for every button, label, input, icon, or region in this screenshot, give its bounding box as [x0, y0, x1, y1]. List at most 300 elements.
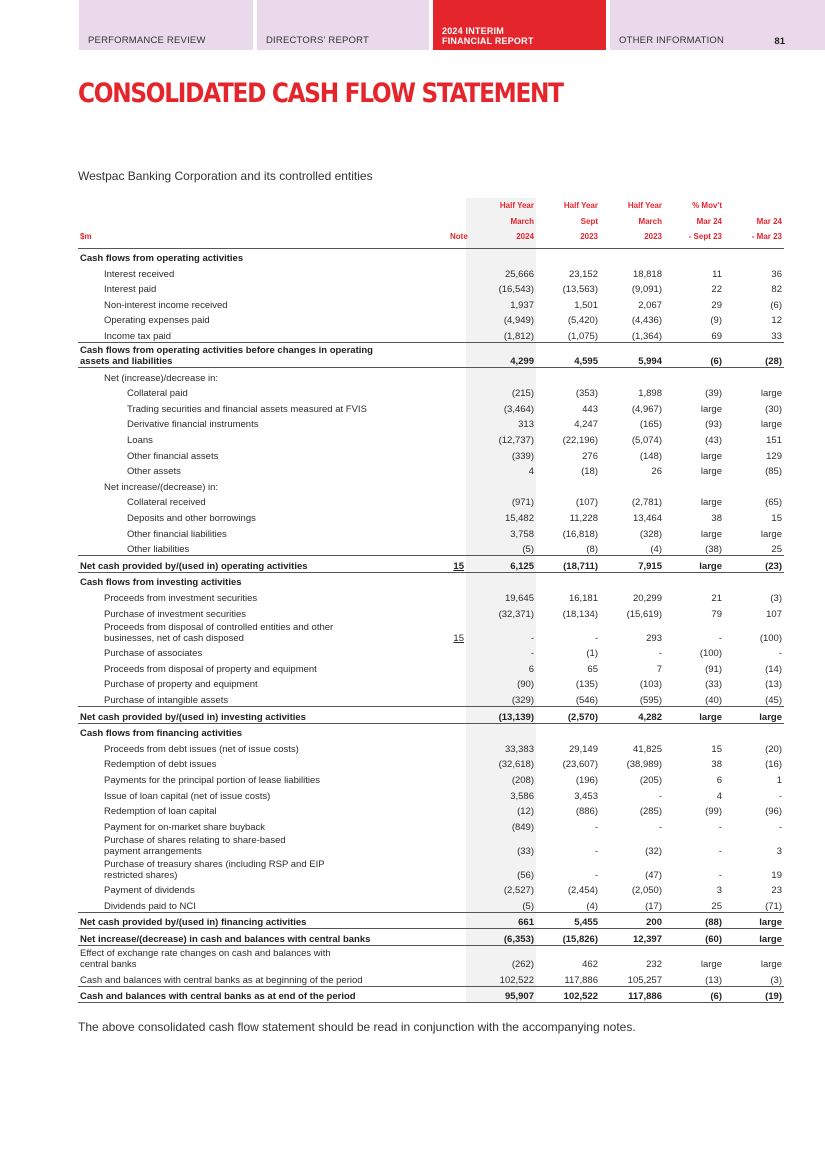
- total-row: [78, 343, 784, 368]
- value-cell: (20): [765, 743, 782, 755]
- value-cell: 4: [466, 462, 536, 478]
- row-label: Cash and balances with central banks as at end of the period: [80, 991, 356, 1003]
- value-cell: 38: [711, 759, 722, 771]
- row-label: Purchase of intangible assets: [104, 694, 229, 706]
- note-ref[interactable]: 15: [453, 632, 464, 644]
- value-cell: [664, 248, 724, 264]
- value-cell: 95,907: [466, 986, 536, 1003]
- value-cell: 19,645: [466, 588, 536, 604]
- value-cell: 12,397: [600, 929, 664, 946]
- row-label: Interest received: [104, 268, 175, 280]
- value-cell: (12,737): [466, 430, 536, 446]
- value-cell: (100): [699, 648, 722, 660]
- table-row: [78, 739, 784, 755]
- note-ref: [448, 896, 466, 912]
- value-cell: 15: [711, 743, 722, 755]
- column-header-mov-mar23: Mar 24 - Mar 23: [724, 198, 784, 248]
- value-cell: (2,050): [631, 885, 662, 897]
- value-cell: (135): [575, 679, 598, 691]
- page-number: 81: [774, 36, 785, 47]
- row-label: Cash flows from investing activities: [80, 577, 242, 589]
- value-cell: (546): [575, 694, 598, 706]
- value-cell: (71): [765, 900, 782, 912]
- value-cell: large: [700, 466, 722, 478]
- value-cell: 11: [712, 268, 722, 280]
- table-row: [78, 508, 784, 524]
- row-label: Issue of loan capital (net of issue costs): [104, 790, 271, 802]
- table-row: [78, 833, 784, 857]
- value-cell: 12: [771, 315, 782, 327]
- table-row: [78, 326, 784, 342]
- row-label: Proceeds from debt issues (net of issue costs): [104, 743, 299, 755]
- row-label: Other financial assets: [127, 450, 219, 462]
- table-row: [78, 540, 784, 556]
- note-ref: [448, 248, 466, 264]
- note-ref: [448, 986, 466, 1003]
- value-cell: 117,886: [564, 974, 598, 986]
- value-cell: (8): [586, 544, 598, 556]
- value-cell: 11,228: [569, 513, 598, 524]
- cash-flow-table-container: [78, 198, 784, 1003]
- note-ref[interactable]: 15: [448, 556, 466, 573]
- table-row: [78, 675, 784, 691]
- value-cell: large: [700, 497, 722, 509]
- value-cell: 16,181: [568, 592, 598, 604]
- value-cell: (196): [575, 774, 598, 786]
- value-cell: 23: [771, 885, 782, 897]
- value-cell: 151: [766, 435, 782, 447]
- value-cell: (353): [575, 388, 598, 400]
- value-cell: 117,886: [600, 986, 664, 1003]
- value-cell: 33: [771, 331, 782, 343]
- value-cell: -: [778, 648, 782, 660]
- value-cell: large: [724, 912, 784, 929]
- table-row: [78, 588, 784, 604]
- value-cell: 6: [716, 774, 722, 786]
- value-cell: large: [724, 706, 784, 723]
- row-label: Redemption of loan capital: [104, 806, 217, 818]
- note-ref: [448, 770, 466, 786]
- value-cell: 18,818: [632, 268, 662, 280]
- value-cell: 23,152: [568, 268, 598, 280]
- value-cell: 102,522: [466, 970, 536, 986]
- value-cell: (2,781): [631, 497, 662, 509]
- value-cell: (6): [664, 986, 724, 1003]
- value-cell: -: [594, 845, 598, 857]
- value-cell: [724, 368, 784, 384]
- value-cell: [664, 368, 724, 384]
- value-cell: (2,570): [536, 706, 600, 723]
- value-cell: (18,711): [536, 556, 600, 573]
- value-cell: 1,501: [574, 299, 598, 311]
- value-cell: [724, 248, 784, 264]
- section-header-row: [78, 723, 784, 739]
- value-cell: (23): [724, 556, 784, 573]
- table-row: [78, 659, 784, 675]
- value-cell: (40): [705, 694, 722, 706]
- table-row: [78, 430, 784, 446]
- column-header-h1-2024: Half Year March 2024: [466, 198, 536, 248]
- value-cell: 4,299: [466, 343, 536, 368]
- value-cell: 3,453: [574, 790, 598, 802]
- note-ref: [448, 588, 466, 604]
- value-cell: (38,989): [626, 759, 662, 771]
- table-row: [78, 620, 784, 644]
- value-cell: 65: [587, 663, 598, 675]
- value-cell: (13,563): [562, 284, 598, 296]
- tab-interim-financial-report[interactable]: [433, 0, 606, 50]
- value-cell: 276: [582, 450, 598, 462]
- value-cell: (15,619): [626, 608, 662, 620]
- value-cell: large: [700, 450, 722, 462]
- note-ref: [448, 833, 466, 857]
- value-cell: (849): [466, 817, 536, 833]
- value-cell: (13,139): [466, 706, 536, 723]
- row-label: Net increase/(decrease) in cash and balances with central banks: [80, 934, 371, 946]
- value-cell: (65): [765, 497, 782, 509]
- value-cell: (9,091): [631, 284, 662, 296]
- value-cell: [724, 572, 784, 588]
- note-ref: [448, 368, 466, 384]
- value-cell: large: [700, 403, 722, 415]
- value-cell: (38): [705, 544, 722, 556]
- value-cell: (88): [664, 912, 724, 929]
- value-cell: 3: [716, 885, 722, 897]
- value-cell: 20,299: [632, 592, 662, 604]
- value-cell: (262): [466, 946, 536, 971]
- row-label: Deposits and other borrowings: [127, 513, 256, 524]
- note-ref: [448, 493, 466, 509]
- value-cell: (43): [705, 435, 722, 447]
- row-label: Purchase of investment securities: [104, 608, 247, 620]
- value-cell: (3): [770, 974, 782, 986]
- value-cell: 200: [600, 912, 664, 929]
- table-row: [78, 493, 784, 509]
- value-cell: [600, 723, 664, 739]
- value-cell: 1,898: [638, 388, 662, 400]
- value-cell: -: [658, 821, 662, 833]
- value-cell: 38: [711, 513, 722, 524]
- value-cell: (165): [639, 419, 662, 431]
- row-label: Proceeds from investment securities: [104, 592, 258, 604]
- value-cell: -: [778, 790, 782, 802]
- value-cell: (103): [639, 679, 662, 691]
- section-header-row: [78, 248, 784, 264]
- value-cell: (18,134): [562, 608, 598, 620]
- value-cell: (1): [586, 648, 598, 660]
- value-cell: 15,482: [466, 508, 536, 524]
- table-row: [78, 970, 784, 986]
- value-cell: (971): [466, 493, 536, 509]
- row-label: Loans: [127, 435, 153, 447]
- value-cell: [724, 723, 784, 739]
- table-row: [78, 881, 784, 897]
- value-cell: 4,595: [536, 343, 600, 368]
- value-cell: (13): [705, 974, 722, 986]
- table-row: [78, 896, 784, 912]
- value-cell: (16,543): [466, 280, 536, 296]
- value-cell: 25: [771, 544, 782, 556]
- value-cell: (91): [705, 663, 722, 675]
- note-ref: [448, 508, 466, 524]
- value-cell: (5,420): [567, 315, 598, 327]
- row-label: Payment of dividends: [104, 885, 195, 897]
- value-cell: 3: [776, 845, 782, 857]
- value-cell: 7: [656, 663, 662, 675]
- table-row: [78, 264, 784, 280]
- value-cell: 69: [711, 331, 722, 343]
- value-cell: 443: [582, 403, 598, 415]
- value-cell: 3,758: [466, 524, 536, 540]
- tab-performance-review[interactable]: [79, 0, 253, 50]
- note-ref: [448, 604, 466, 620]
- row-label: Non-interest income received: [104, 299, 228, 311]
- note-ref: [448, 659, 466, 675]
- value-cell: (329): [466, 690, 536, 706]
- value-cell: -: [466, 620, 536, 644]
- note-ref: [448, 881, 466, 897]
- value-cell: large: [760, 388, 782, 400]
- note-ref: [448, 786, 466, 802]
- note-ref: [448, 343, 466, 368]
- table-row: [78, 817, 784, 833]
- total-row: [78, 986, 784, 1003]
- value-cell: -: [718, 632, 722, 644]
- table-row: [78, 446, 784, 462]
- note-ref: [448, 311, 466, 327]
- cash-flow-table: [78, 198, 784, 1003]
- value-cell: (33): [705, 679, 722, 691]
- value-cell: (30): [765, 403, 782, 415]
- table-row: [78, 462, 784, 478]
- value-cell: -: [718, 821, 722, 833]
- tab-label: OTHER INFORMATION: [619, 35, 725, 46]
- value-cell: (23,607): [562, 759, 598, 771]
- row-label: Purchase of shares relating to share-based payment arrangements: [104, 834, 286, 857]
- table-row: [78, 368, 784, 384]
- value-cell: 4,282: [600, 706, 664, 723]
- value-cell: (148): [639, 450, 662, 462]
- value-cell: 1,937: [466, 295, 536, 311]
- note-ref: [448, 446, 466, 462]
- table-row: [78, 604, 784, 620]
- value-cell: (15,826): [536, 929, 600, 946]
- section-header-row: [78, 572, 784, 588]
- value-cell: large: [700, 528, 722, 540]
- note-ref: [448, 462, 466, 478]
- value-cell: large: [724, 929, 784, 946]
- value-cell: (339): [466, 446, 536, 462]
- value-cell: 13,464: [632, 513, 662, 524]
- row-label: Cash flows from operating activities: [80, 253, 244, 265]
- value-cell: (2,454): [567, 885, 598, 897]
- table-row: [78, 311, 784, 327]
- note-ref: [448, 415, 466, 431]
- value-cell: 5,455: [536, 912, 600, 929]
- value-cell: 36: [771, 268, 782, 280]
- value-cell: 4: [716, 790, 722, 802]
- value-cell: [664, 477, 724, 493]
- value-cell: (90): [466, 675, 536, 691]
- note-ref: [448, 802, 466, 818]
- value-cell: [600, 477, 664, 493]
- note-ref: [448, 970, 466, 986]
- table-row: [78, 295, 784, 311]
- value-cell: (39): [705, 388, 722, 400]
- value-cell: -: [778, 821, 782, 833]
- table-row: [78, 644, 784, 660]
- value-cell: (4,967): [631, 403, 662, 415]
- value-cell: (99): [705, 806, 722, 818]
- value-cell: (215): [466, 384, 536, 400]
- top-navigation: [0, 0, 825, 50]
- total-row: [78, 929, 784, 946]
- note-ref: [448, 912, 466, 929]
- note-ref: [448, 280, 466, 296]
- value-cell: 2,067: [638, 299, 662, 311]
- row-label: Effect of exchange rate changes on cash and balances with central banks: [80, 948, 331, 971]
- note-ref: [448, 399, 466, 415]
- value-cell: (9): [710, 315, 722, 327]
- value-cell: 661: [466, 912, 536, 929]
- value-cell: large: [664, 946, 724, 971]
- row-label: Net cash provided by/(used in) operating activities: [80, 560, 308, 572]
- note-ref: [448, 644, 466, 660]
- note-ref: [448, 929, 466, 946]
- tab-directors-report[interactable]: [257, 0, 429, 50]
- value-cell: 25: [711, 900, 722, 912]
- value-cell: (14): [765, 663, 782, 675]
- value-cell: 7,915: [600, 556, 664, 573]
- note-ref: [448, 384, 466, 400]
- value-cell: (45): [765, 694, 782, 706]
- row-label: Collateral paid: [127, 388, 188, 400]
- note-ref: [448, 326, 466, 342]
- value-cell: (6,353): [466, 929, 536, 946]
- tab-other-information[interactable]: [610, 0, 825, 50]
- value-cell: 41,825: [632, 743, 662, 755]
- value-cell: 33,383: [466, 739, 536, 755]
- value-cell: [466, 248, 536, 264]
- page-title: CONSOLIDATED CASH FLOW STATEMENT: [78, 78, 563, 109]
- table-row: [78, 690, 784, 706]
- value-cell: (595): [639, 694, 662, 706]
- value-cell: 1: [776, 774, 782, 786]
- total-row: [78, 912, 784, 929]
- value-cell: (22,196): [562, 435, 598, 447]
- value-cell: 6,125: [466, 556, 536, 573]
- table-row: [78, 770, 784, 786]
- value-cell: [466, 572, 536, 588]
- value-cell: 82: [771, 284, 782, 296]
- table-body: [78, 248, 784, 1003]
- value-cell: (1,812): [466, 326, 536, 342]
- value-cell: (100): [759, 632, 782, 644]
- tab-label: DIRECTORS' REPORT: [266, 35, 370, 46]
- total-row: [78, 556, 784, 573]
- note-ref: [448, 817, 466, 833]
- value-cell: (205): [639, 774, 662, 786]
- value-cell: (96): [765, 806, 782, 818]
- table-row: [78, 477, 784, 493]
- value-cell: (2,527): [466, 881, 536, 897]
- row-label: Net cash provided by/(used in) financing activities: [80, 917, 307, 929]
- value-cell: (5,074): [631, 435, 662, 447]
- table-row: [78, 755, 784, 771]
- column-header-note: Note: [448, 198, 466, 248]
- value-cell: (4): [586, 900, 598, 912]
- value-cell: 21: [711, 592, 722, 604]
- value-cell: 102,522: [536, 986, 600, 1003]
- value-cell: [536, 572, 600, 588]
- note-ref: [448, 706, 466, 723]
- value-cell: 79: [711, 608, 722, 620]
- note-ref: [448, 739, 466, 755]
- value-cell: (47): [645, 869, 662, 881]
- value-cell: (85): [765, 466, 782, 478]
- value-cell: 3,586: [466, 786, 536, 802]
- value-cell: (4,436): [631, 315, 662, 327]
- note-ref: [448, 540, 466, 556]
- value-cell: 22: [711, 284, 722, 296]
- value-cell: 5,994: [600, 343, 664, 368]
- row-label: Purchase of associates: [104, 648, 203, 660]
- note-ref: [448, 755, 466, 771]
- value-cell: [536, 723, 600, 739]
- value-cell: 15: [771, 513, 782, 524]
- row-label: Cash flows from operating activities before changes in operating assets and liabilities: [80, 345, 373, 368]
- value-cell: 107: [766, 608, 782, 620]
- value-cell: [466, 477, 536, 493]
- value-cell: (4,949): [466, 311, 536, 327]
- value-cell: 26: [651, 466, 662, 478]
- note-ref: [448, 946, 466, 971]
- value-cell: -: [594, 632, 598, 644]
- row-label: Cash flows from financing activities: [80, 728, 243, 740]
- value-cell: 232: [600, 946, 664, 971]
- row-label: Net (increase)/decrease in:: [104, 372, 219, 384]
- value-cell: (5): [466, 540, 536, 556]
- value-cell: large: [760, 528, 782, 540]
- note-ref: [448, 723, 466, 739]
- value-cell: (6): [664, 343, 724, 368]
- value-cell: (28): [724, 343, 784, 368]
- row-label: Derivative financial instruments: [127, 419, 259, 431]
- value-cell: (13): [765, 679, 782, 691]
- value-cell: (17): [645, 900, 662, 912]
- value-cell: -: [594, 821, 598, 833]
- value-cell: -: [466, 644, 536, 660]
- value-cell: [466, 368, 536, 384]
- value-cell: 129: [766, 450, 782, 462]
- row-label: Proceeds from disposal of property and equipment: [104, 663, 317, 675]
- value-cell: (1,364): [631, 331, 662, 343]
- value-cell: (3): [770, 592, 782, 604]
- value-cell: (4): [650, 544, 662, 556]
- value-cell: 29: [711, 299, 722, 311]
- row-label: Net cash provided by/(used in) investing activities: [80, 711, 306, 723]
- value-cell: large: [664, 556, 724, 573]
- table-row: [78, 399, 784, 415]
- table-row: [78, 802, 784, 818]
- value-cell: (93): [705, 419, 722, 431]
- row-label: Proceeds from disposal of controlled entities and other businesses, net of cash disposed: [104, 621, 334, 644]
- row-label: Other assets: [127, 466, 181, 478]
- value-cell: (33): [466, 833, 536, 857]
- row-label: Operating expenses paid: [104, 315, 210, 327]
- value-cell: 6: [466, 659, 536, 675]
- row-label: Other financial liabilities: [127, 528, 227, 540]
